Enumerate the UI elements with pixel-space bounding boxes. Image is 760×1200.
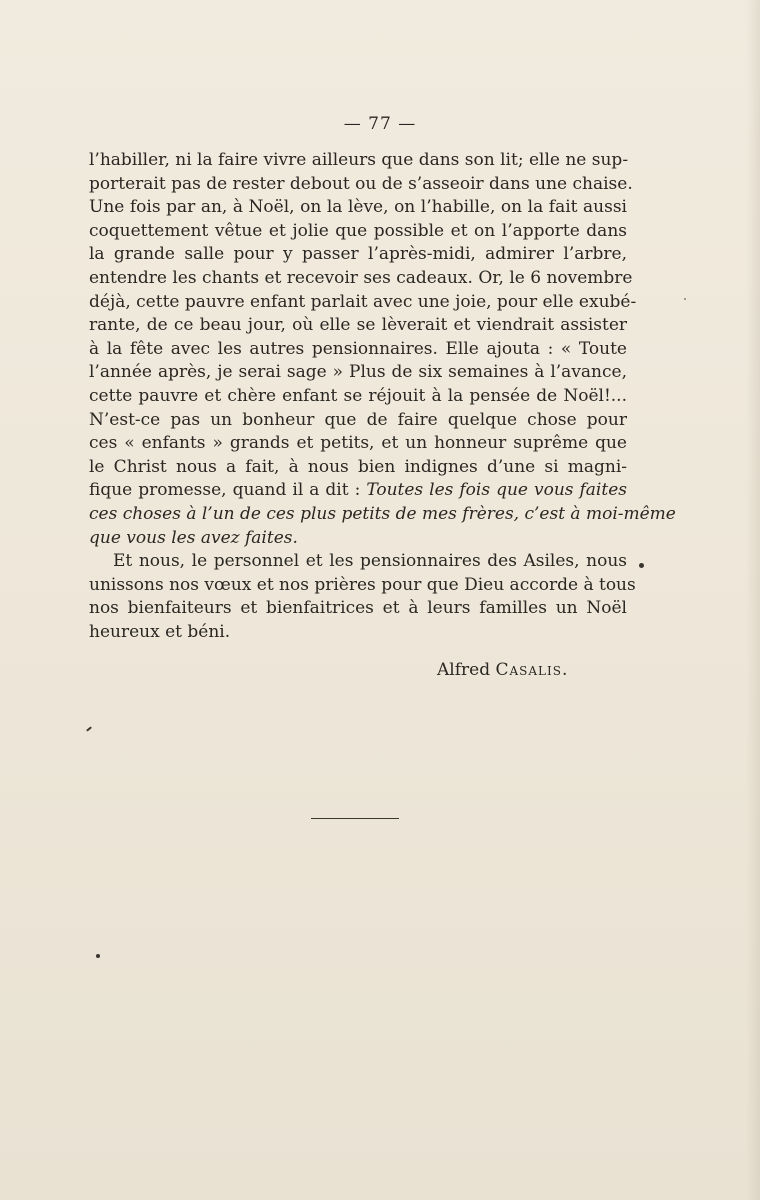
text-line: entendre les chants et recevoir ses cadeaux. Or, le 6 novembre <box>89 267 633 288</box>
text-line: coquettement vêtue et jolie que possible et on l’apporte dans <box>89 220 627 241</box>
text-line: le Christ nous a fait, à nous bien indignes d’une si magni- <box>89 456 627 477</box>
text-line: porterait pas de rester debout ou de s’asseoir dans une chaise. <box>89 173 633 194</box>
page-number: — 77 — <box>343 114 417 134</box>
text-line: cette pauvre et chère enfant se réjouit à la pensée de Noël!... <box>89 385 627 406</box>
section-divider <box>311 818 399 819</box>
text-line: rante, de ce beau jour, où elle se lèverait et viendrait assister <box>89 315 627 336</box>
text-line: Une fois par an, à Noël, on la lève, on l’habille, on la fait aussi <box>89 197 627 218</box>
ink-speck <box>86 726 92 731</box>
text-line: la grande salle pour y passer l’après-midi, admirer l’arbre, <box>89 244 627 265</box>
text-line: à la fête avec les autres pensionnaires. Elle ajouta : « Toute <box>89 338 627 359</box>
text-line <box>89 527 627 551</box>
scripture-quote: que vous les avez faites. <box>89 527 298 548</box>
text-line <box>89 479 627 503</box>
text-line: unissons nos vœux et nos prières pour que Dieu accorde à tous <box>89 574 636 595</box>
text-line: N’est-ce pas un bonheur que de faire quelque chose pour <box>89 409 627 430</box>
text-line: l’année après, je serai sage » Plus de six semaines à l’avance, <box>89 362 627 383</box>
text-line: nos bienfaiteurs et bienfaitrices et à leurs familles un Noël <box>89 598 627 619</box>
text-line: ces « enfants » grands et petits, et un honneur suprême que <box>89 433 627 454</box>
text-line: heureux et béni. <box>89 621 231 642</box>
text-line: Et nous, le personnel et les pensionnaires des Asiles, nous <box>113 551 627 572</box>
text-line: l’habiller, ni la faire vivre ailleurs que dans son lit; elle ne sup- <box>89 150 629 170</box>
ink-speck <box>96 954 100 958</box>
ink-speck <box>684 298 686 300</box>
signature <box>437 660 568 680</box>
page-edge-shadow <box>746 0 760 1200</box>
text-line <box>89 503 676 527</box>
text-segment: fique promesse, quand il a dit : <box>89 480 367 501</box>
signature-last-name: Casalis. <box>495 660 569 680</box>
body-text <box>89 149 676 644</box>
scripture-quote: ces choses à l’un de ces plus petits de mes frères, c’est à moi-même <box>89 503 676 524</box>
signature-first-name: Alfred <box>437 660 491 680</box>
ink-speck <box>639 563 644 568</box>
text-line: déjà, cette pauvre enfant parlait avec une joie, pour elle exubé- <box>89 291 637 312</box>
scripture-quote: Toutes les fois que vous faites <box>366 480 627 501</box>
